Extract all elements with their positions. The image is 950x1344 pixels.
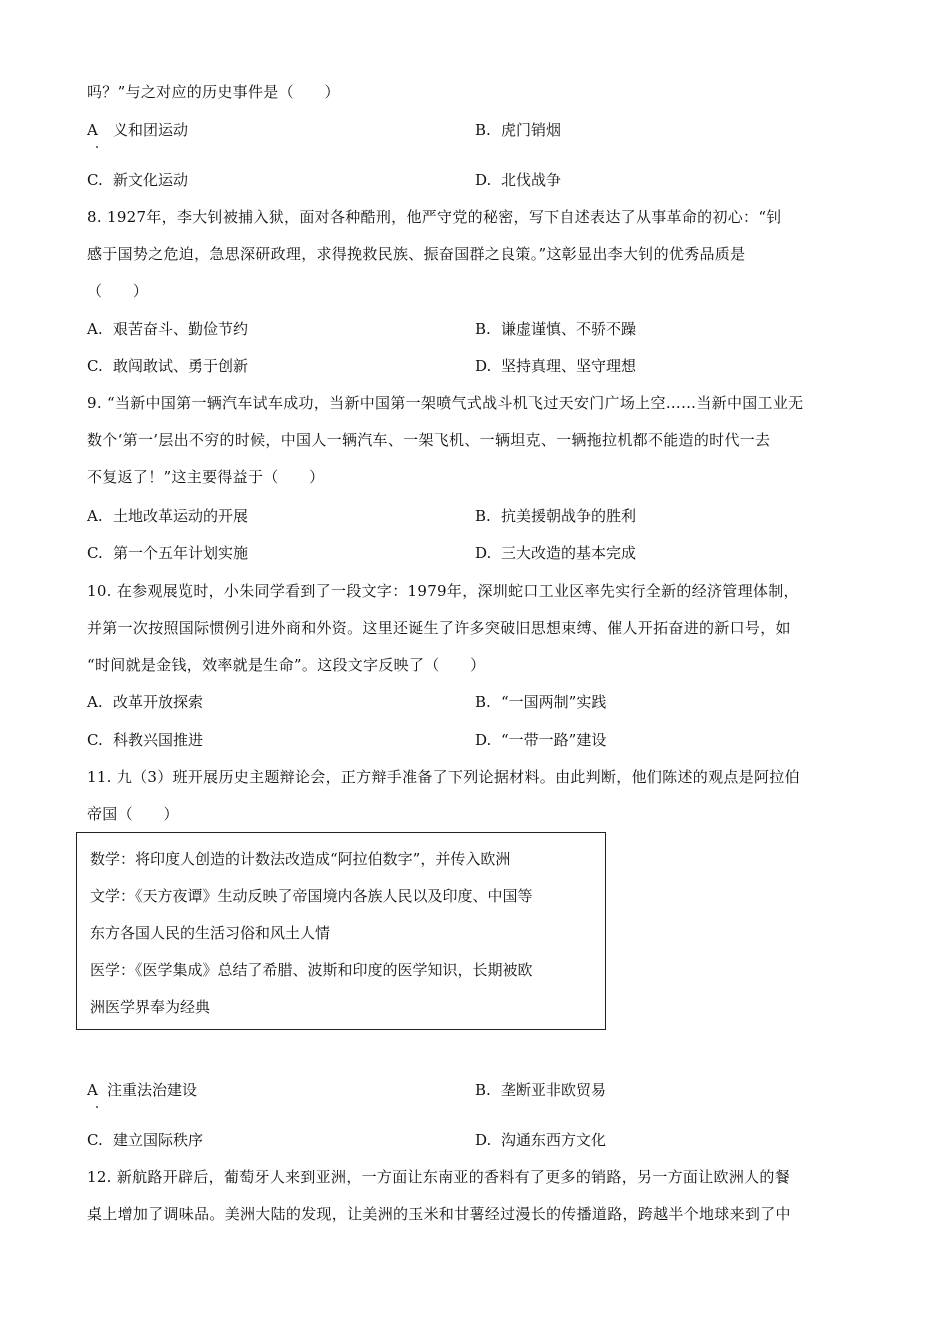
option-label: C. — [87, 357, 103, 375]
q10-option-d[interactable] — [475, 730, 606, 750]
option-text: 改革开放探索 — [113, 693, 204, 711]
option-text: 注重法治建设 — [107, 1081, 198, 1099]
option-text: 土地改革运动的开展 — [113, 507, 249, 525]
option-label: D. — [475, 357, 492, 375]
q9-option-a[interactable] — [87, 506, 248, 526]
option-text: “一国两制”实践 — [501, 693, 607, 711]
q8-option-a[interactable] — [87, 319, 248, 339]
material-line: 洲医学界奉为经典 — [90, 998, 211, 1016]
option-text: 垄断亚非欧贸易 — [501, 1081, 607, 1099]
stray-dot — [96, 146, 98, 148]
stray-dot — [96, 1106, 98, 1108]
q9-stem-line-2: 数个‘第一’层出不穷的时候，中国人一辆汽车、一架飞机、一辆坦克、一辆拖拉机都不能造的时代一去 — [87, 431, 771, 449]
q9-option-c[interactable] — [87, 543, 248, 563]
q8-stem-line-1: 8. 1927年，李大钊被捕入狱，面对各种酷刑，他严守党的秘密，写下自述表达了从事革命的初心：“钊 — [87, 208, 782, 226]
q8-stem-line-3: （ ） — [87, 282, 149, 300]
q11-option-d[interactable] — [475, 1130, 606, 1150]
option-text: “一带一路”建设 — [501, 731, 607, 749]
q11-option-b[interactable] — [475, 1080, 606, 1100]
q9-stem-line-1: 9. “当新中国第一辆汽车试车成功，当新中国第一架喷气式战斗机飞过天安门广场上空……当新中国工业无 — [87, 394, 804, 412]
option-label: C. — [87, 171, 103, 189]
material-line: 东方各国人民的生活习俗和风土人情 — [90, 924, 331, 942]
option-text: 义和团运动 — [113, 121, 189, 139]
option-text: 科教兴国推进 — [113, 731, 204, 749]
option-text: 沟通东西方文化 — [501, 1131, 607, 1149]
option-text: 三大改造的基本完成 — [501, 544, 637, 562]
option-text: 艰苦奋斗、勤俭节约 — [113, 320, 249, 338]
option-text: 北伐战争 — [501, 171, 562, 189]
q8-option-c[interactable] — [87, 356, 248, 376]
option-label: C. — [87, 1131, 103, 1149]
q11-stem-line-2: 帝国（ ） — [87, 805, 179, 823]
q12-stem-line-2: 桌上增加了调味品。美洲大陆的发现，让美洲的玉米和甘薯经过漫长的传播道路，跨越半个地球来到了中 — [87, 1205, 791, 1223]
option-text: 坚持真理、坚守理想 — [501, 357, 637, 375]
option-label: B. — [475, 320, 491, 338]
material-line: 数学：将印度人创造的计数法改造成“阿拉伯数字”，并传入欧洲 — [90, 850, 511, 868]
q12-stem-line-1: 12. 新航路开辟后，葡萄牙人来到亚洲，一方面让东南亚的香料有了更多的销路，另一方面让欧洲人的餐 — [87, 1168, 791, 1186]
option-text: 抗美援朝战争的胜利 — [501, 507, 637, 525]
q9-option-b[interactable] — [475, 506, 636, 526]
material-line: 医学：《医学集成》总结了希腊、波斯和印度的医学知识，长期被欧 — [90, 961, 533, 979]
material-line: 文学：《天方夜谭》生动反映了帝国境内各族人民以及印度、中国等 — [90, 887, 533, 905]
q7-option-a[interactable] — [87, 120, 188, 140]
q10-option-a[interactable] — [87, 692, 203, 712]
q10-stem-line-1: 10. 在参观展览时，小朱同学看到了一段文字：1979年，深圳蛇口工业区率先实行全新的经济管理体制， — [87, 582, 799, 600]
option-text: 谦虚谨慎、不骄不躁 — [501, 320, 637, 338]
q10-option-c[interactable] — [87, 730, 203, 750]
option-label: D. — [475, 1131, 492, 1149]
option-text: 第一个五年计划实施 — [113, 544, 249, 562]
q8-option-d[interactable] — [475, 356, 636, 376]
q7-option-d[interactable] — [475, 170, 561, 190]
q7-option-c[interactable] — [87, 170, 188, 190]
q10-option-b[interactable] — [475, 692, 606, 712]
option-label: B. — [475, 507, 491, 525]
q8-option-b[interactable] — [475, 319, 636, 339]
option-label: A — [87, 121, 98, 139]
option-text: 敢闯敢试、勇于创新 — [113, 357, 249, 375]
option-label: A. — [87, 320, 103, 338]
q7-stem-tail: 吗？”与之对应的历史事件是（ ） — [87, 83, 340, 101]
q7-option-b[interactable] — [475, 120, 561, 140]
option-text: 虎门销烟 — [501, 121, 562, 139]
option-label: D. — [475, 544, 492, 562]
q11-material-box — [76, 832, 606, 1030]
q8-stem-line-2: 感于国势之危迫，急思深研政理，求得挽救民族、振奋国群之良策。”这彰显出李大钊的优秀品质是 — [87, 245, 746, 263]
q10-stem-line-2: 并第一次按照国际惯例引进外商和外资。这里还诞生了许多突破旧思想束缚、催人开拓奋进的新口号，如 — [87, 619, 791, 637]
option-text: 新文化运动 — [113, 171, 189, 189]
option-label: D. — [475, 731, 492, 749]
q11-stem-line-1: 11. 九（3）班开展历史主题辩论会，正方辩手准备了下列论据材料。由此判断，他们陈述的观点是阿拉伯 — [87, 768, 800, 786]
option-label: A. — [87, 507, 103, 525]
q11-option-c[interactable] — [87, 1130, 203, 1150]
option-label: A — [87, 1081, 98, 1099]
q10-stem-line-3: “时间就是金钱，效率就是生命”。这段文字反映了（ ） — [87, 656, 486, 674]
option-label: C. — [87, 731, 103, 749]
q11-option-a[interactable] — [87, 1080, 197, 1100]
q9-option-d[interactable] — [475, 543, 636, 563]
q9-stem-line-3: 不复返了！”这主要得益于（ ） — [87, 468, 325, 486]
option-label: B. — [475, 121, 491, 139]
option-label: B. — [475, 693, 491, 711]
option-label: C. — [87, 544, 103, 562]
option-label: D. — [475, 171, 492, 189]
option-label: A. — [87, 693, 103, 711]
option-text: 建立国际秩序 — [113, 1131, 204, 1149]
option-label: B. — [475, 1081, 491, 1099]
